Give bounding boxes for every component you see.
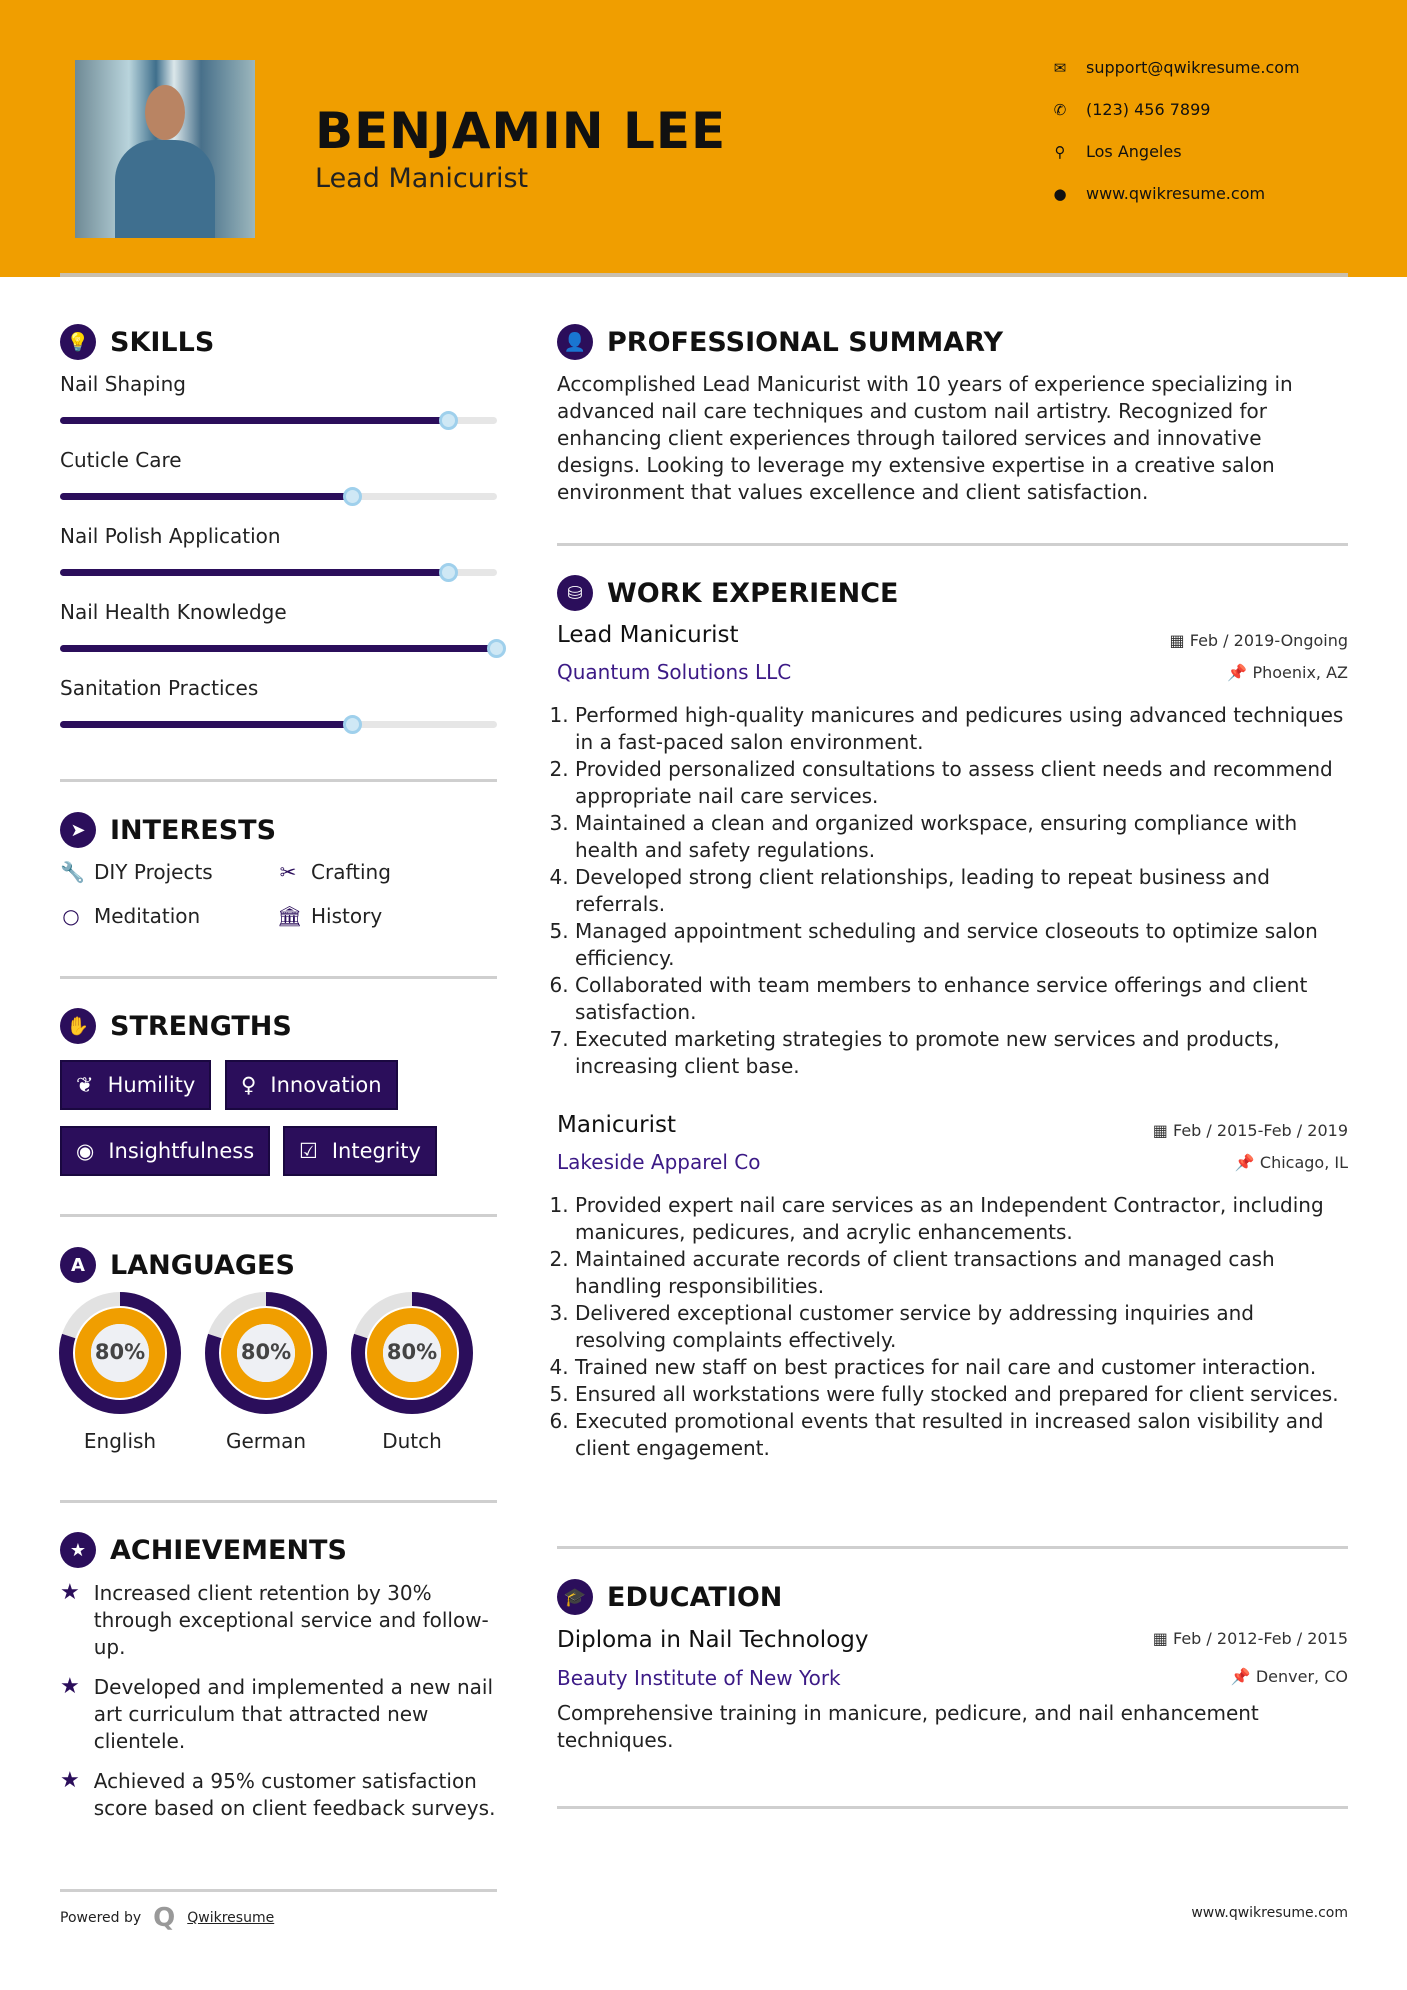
education-location — [1231, 1667, 1348, 1686]
language-label: Dutch — [382, 1429, 442, 1453]
interest-item — [60, 860, 213, 884]
map-pin-icon: ⚲ — [1054, 142, 1066, 161]
job-bullet: 4. Developed strong client relationships, leading to repeat business and referrals. — [575, 864, 1348, 918]
eye-icon: ◉ — [76, 1139, 95, 1163]
location-text: Denver, CO — [1255, 1667, 1348, 1686]
interest-label: Meditation — [94, 904, 201, 928]
skill-bar-knob — [439, 563, 458, 582]
skill-label: Nail Polish Application — [60, 524, 281, 548]
achievement-text: Developed and implemented a new nail art curriculum that attracted new clientele. — [93, 1675, 494, 1753]
footer-powered-by — [60, 1903, 274, 1933]
heading-text: ACHIEVEMENTS — [110, 1534, 347, 1566]
job-bullet: 2. Maintained accurate records of client transactions and managed cash handling responsibilities. — [575, 1246, 1348, 1300]
job-dates — [1153, 1121, 1348, 1140]
skill-bar — [60, 417, 497, 424]
interest-label: Crafting — [311, 860, 391, 884]
pin-icon: 📌 — [1230, 1667, 1256, 1686]
paper-plane-icon: ➤ — [60, 812, 96, 848]
graduate-icon: 🎓 — [557, 1579, 593, 1615]
job-bullet: 1. Performed high-quality manicures and pedicures using advanced techniques in a fast-paced salon environment. — [575, 702, 1348, 756]
contact-text: (123) 456 7899 — [1086, 100, 1211, 119]
star-icon: ★ — [60, 1532, 96, 1568]
job-title: Manicurist — [557, 1112, 676, 1138]
badge-label: Humility — [107, 1073, 196, 1097]
contact-location — [1052, 142, 1182, 161]
job-bullet: 5. Managed appointment scheduling and service closeouts to optimize salon efficiency. — [575, 918, 1348, 972]
strength-badge — [60, 1060, 211, 1110]
dates-text: Feb / 2015-Feb / 2019 — [1173, 1121, 1348, 1140]
chair-icon: ⛁ — [557, 575, 593, 611]
heading-text: EDUCATION — [607, 1581, 783, 1613]
skill-label: Nail Health Knowledge — [60, 600, 287, 624]
footer-website[interactable]: www.qwikresume.com — [1191, 1905, 1348, 1921]
heading-text: WORK EXPERIENCE — [607, 577, 899, 609]
dates-text: Feb / 2012-Feb / 2015 — [1173, 1629, 1348, 1648]
star-icon: ★ — [60, 1674, 80, 1699]
circle-icon: ○ — [62, 904, 80, 928]
phone-icon: ✆ — [1053, 100, 1067, 119]
company-name: Lakeside Apparel Co — [557, 1150, 761, 1174]
pin-icon: 📌 — [1227, 663, 1253, 682]
location-text: Chicago, IL — [1259, 1153, 1348, 1172]
location-text: Phoenix, AZ — [1252, 663, 1348, 682]
job-location — [1235, 1153, 1348, 1172]
skill-bar — [60, 721, 497, 728]
achievement-item — [60, 1580, 497, 1661]
achievement-item — [60, 1674, 497, 1755]
strength-badge — [225, 1060, 398, 1110]
badge-label: Integrity — [331, 1139, 421, 1163]
achievement-text: Achieved a 95% customer satisfaction score based on client feedback surveys. — [93, 1769, 496, 1820]
calendar-icon: ▦ — [1152, 1629, 1173, 1648]
language-icon: A — [60, 1247, 96, 1283]
education-text: Comprehensive training in manicure, pedicure, and nail enhancement techniques. — [557, 1701, 1259, 1752]
language-label: German — [225, 1429, 307, 1453]
skill-bar — [60, 493, 497, 500]
job-bullet: 3. Delivered exceptional customer service by addressing inquiries and resolving complaints effectively. — [575, 1300, 1348, 1354]
school: Beauty Institute of New York — [557, 1666, 841, 1690]
interest-item — [277, 904, 382, 928]
skill-bar-knob — [439, 411, 458, 430]
divider — [557, 543, 1348, 546]
job-bullet: 6. Executed promotional events that resulted in increased salon visibility and client engagement. — [575, 1408, 1348, 1462]
skill-bar — [60, 569, 497, 576]
divider — [60, 1500, 497, 1503]
interest-label: History — [311, 904, 383, 928]
job-bullet: 4. Trained new staff on best practices for nail care and customer interaction. — [575, 1354, 1348, 1381]
job-title: Lead Manicurist — [557, 622, 739, 648]
job-bullets — [557, 1192, 1348, 1462]
heading-text: INTERESTS — [110, 814, 277, 846]
languages-heading — [60, 1247, 295, 1283]
scissors-icon: ✂ — [279, 860, 297, 884]
language-percent: 80% — [386, 1340, 438, 1364]
achievements-heading — [60, 1532, 347, 1568]
achievement-text: Increased client retention by 30% through exceptional service and follow-up. — [93, 1581, 489, 1659]
contact-text: www.qwikresume.com — [1086, 184, 1266, 203]
education-dates — [1153, 1629, 1348, 1648]
user-icon: 👤 — [557, 324, 593, 360]
divider — [557, 1546, 1348, 1549]
strength-badge — [283, 1126, 437, 1176]
language-percent: 80% — [94, 1340, 146, 1364]
skill-bar-knob — [343, 487, 362, 506]
lightbulb-icon: ♀ — [241, 1073, 257, 1097]
skill-bar-fill — [60, 493, 353, 500]
check-square-icon: ☑ — [299, 1139, 318, 1163]
divider — [60, 1889, 497, 1892]
interest-label: DIY Projects — [94, 860, 213, 884]
interest-item — [60, 904, 200, 928]
badge-label: Insightfulness — [108, 1139, 255, 1163]
skill-label: Nail Shaping — [60, 372, 186, 396]
language-label: English — [83, 1429, 157, 1453]
calendar-icon: ▦ — [1169, 631, 1190, 650]
divider — [557, 1806, 1348, 1809]
divider — [60, 1214, 497, 1217]
skill-bar-knob — [343, 715, 362, 734]
job-bullet: 1. Provided expert nail care services as an Independent Contractor, including manicures, pedicures, and acrylic enhancements. — [575, 1192, 1348, 1246]
summary-text: Accomplished Lead Manicurist with 10 years of experience specializing in advanced nail care techniques and custom nail artistry. Recognized for enhancing client experiences through tailored services and innovative designs. Looking to leverage my extensive expertise in a creative salon environment that values excellence and client satisfaction. — [557, 372, 1293, 504]
job-location — [1227, 663, 1348, 682]
skill-label: Cuticle Care — [60, 448, 182, 472]
contact-email[interactable] — [1052, 58, 1300, 77]
qwikresume-logo-icon: Q — [153, 1903, 176, 1933]
star-icon: ★ — [60, 1580, 80, 1605]
envelope-icon: ✉ — [1053, 58, 1067, 77]
divider — [60, 779, 497, 782]
job-title: Lead Manicurist — [315, 163, 529, 194]
company-name: Quantum Solutions LLC — [557, 660, 792, 684]
skill-bar-fill — [60, 645, 497, 652]
heading-text: SKILLS — [110, 326, 215, 358]
globe-icon: ● — [1053, 184, 1067, 203]
job-bullet: 7. Executed marketing strategies to promote new services and products, increasing client base. — [575, 1026, 1348, 1080]
heading-text: STRENGTHS — [110, 1010, 292, 1042]
header-divider — [60, 273, 1348, 277]
job-bullet: 5. Ensured all workstations were fully stocked and prepared for client services. — [575, 1381, 1348, 1408]
skill-bar-knob — [487, 639, 506, 658]
contact-text: support@qwikresume.com — [1086, 58, 1300, 77]
divider — [60, 976, 497, 979]
heading-text: LANGUAGES — [110, 1249, 295, 1281]
contact-phone — [1052, 100, 1210, 119]
hand-icon: ✋ — [60, 1008, 96, 1044]
heading-text: PROFESSIONAL SUMMARY — [607, 326, 1004, 358]
brand-link[interactable]: Qwikresume — [187, 1910, 275, 1926]
strengths-heading — [60, 1008, 292, 1044]
skill-label: Sanitation Practices — [60, 676, 259, 700]
dates-text: Feb / 2019-Ongoing — [1189, 631, 1348, 650]
star-icon: ★ — [60, 1768, 80, 1793]
leaf-icon: ❦ — [76, 1073, 94, 1097]
skill-bar-fill — [60, 721, 353, 728]
job-dates — [1170, 631, 1348, 650]
job-bullets — [557, 702, 1348, 1080]
museum-icon: 🏛 — [277, 904, 303, 928]
summary-heading — [557, 324, 1003, 360]
contact-text: Los Angeles — [1086, 142, 1182, 161]
badge-label: Innovation — [270, 1073, 382, 1097]
skill-bar-fill — [60, 417, 449, 424]
powered-by-text: Powered by — [60, 1910, 142, 1926]
achievement-item — [60, 1768, 497, 1822]
candidate-name: BENJAMIN LEE — [315, 102, 727, 160]
job-bullet: 2. Provided personalized consultations to assess client needs and recommend appropriate nail care services. — [575, 756, 1348, 810]
language-percent: 80% — [240, 1340, 292, 1364]
wrench-icon: 🔧 — [60, 860, 85, 884]
work-heading — [557, 575, 898, 611]
interests-heading — [60, 812, 276, 848]
contact-website[interactable] — [1052, 184, 1265, 203]
skill-bar-fill — [60, 569, 449, 576]
job-bullet: 3. Maintained a clean and organized workspace, ensuring compliance with health and safety regulations. — [575, 810, 1348, 864]
lightbulb-icon: 💡 — [60, 324, 96, 360]
strength-badge — [60, 1126, 270, 1176]
profile-photo — [75, 60, 255, 238]
pin-icon: 📌 — [1234, 1153, 1260, 1172]
interest-item — [277, 860, 391, 884]
education-heading — [557, 1579, 782, 1615]
skill-bar — [60, 645, 497, 652]
skills-heading — [60, 324, 214, 360]
degree: Diploma in Nail Technology — [557, 1627, 869, 1653]
calendar-icon: ▦ — [1152, 1121, 1173, 1140]
job-bullet: 6. Collaborated with team members to enhance service offerings and client satisfaction. — [575, 972, 1348, 1026]
